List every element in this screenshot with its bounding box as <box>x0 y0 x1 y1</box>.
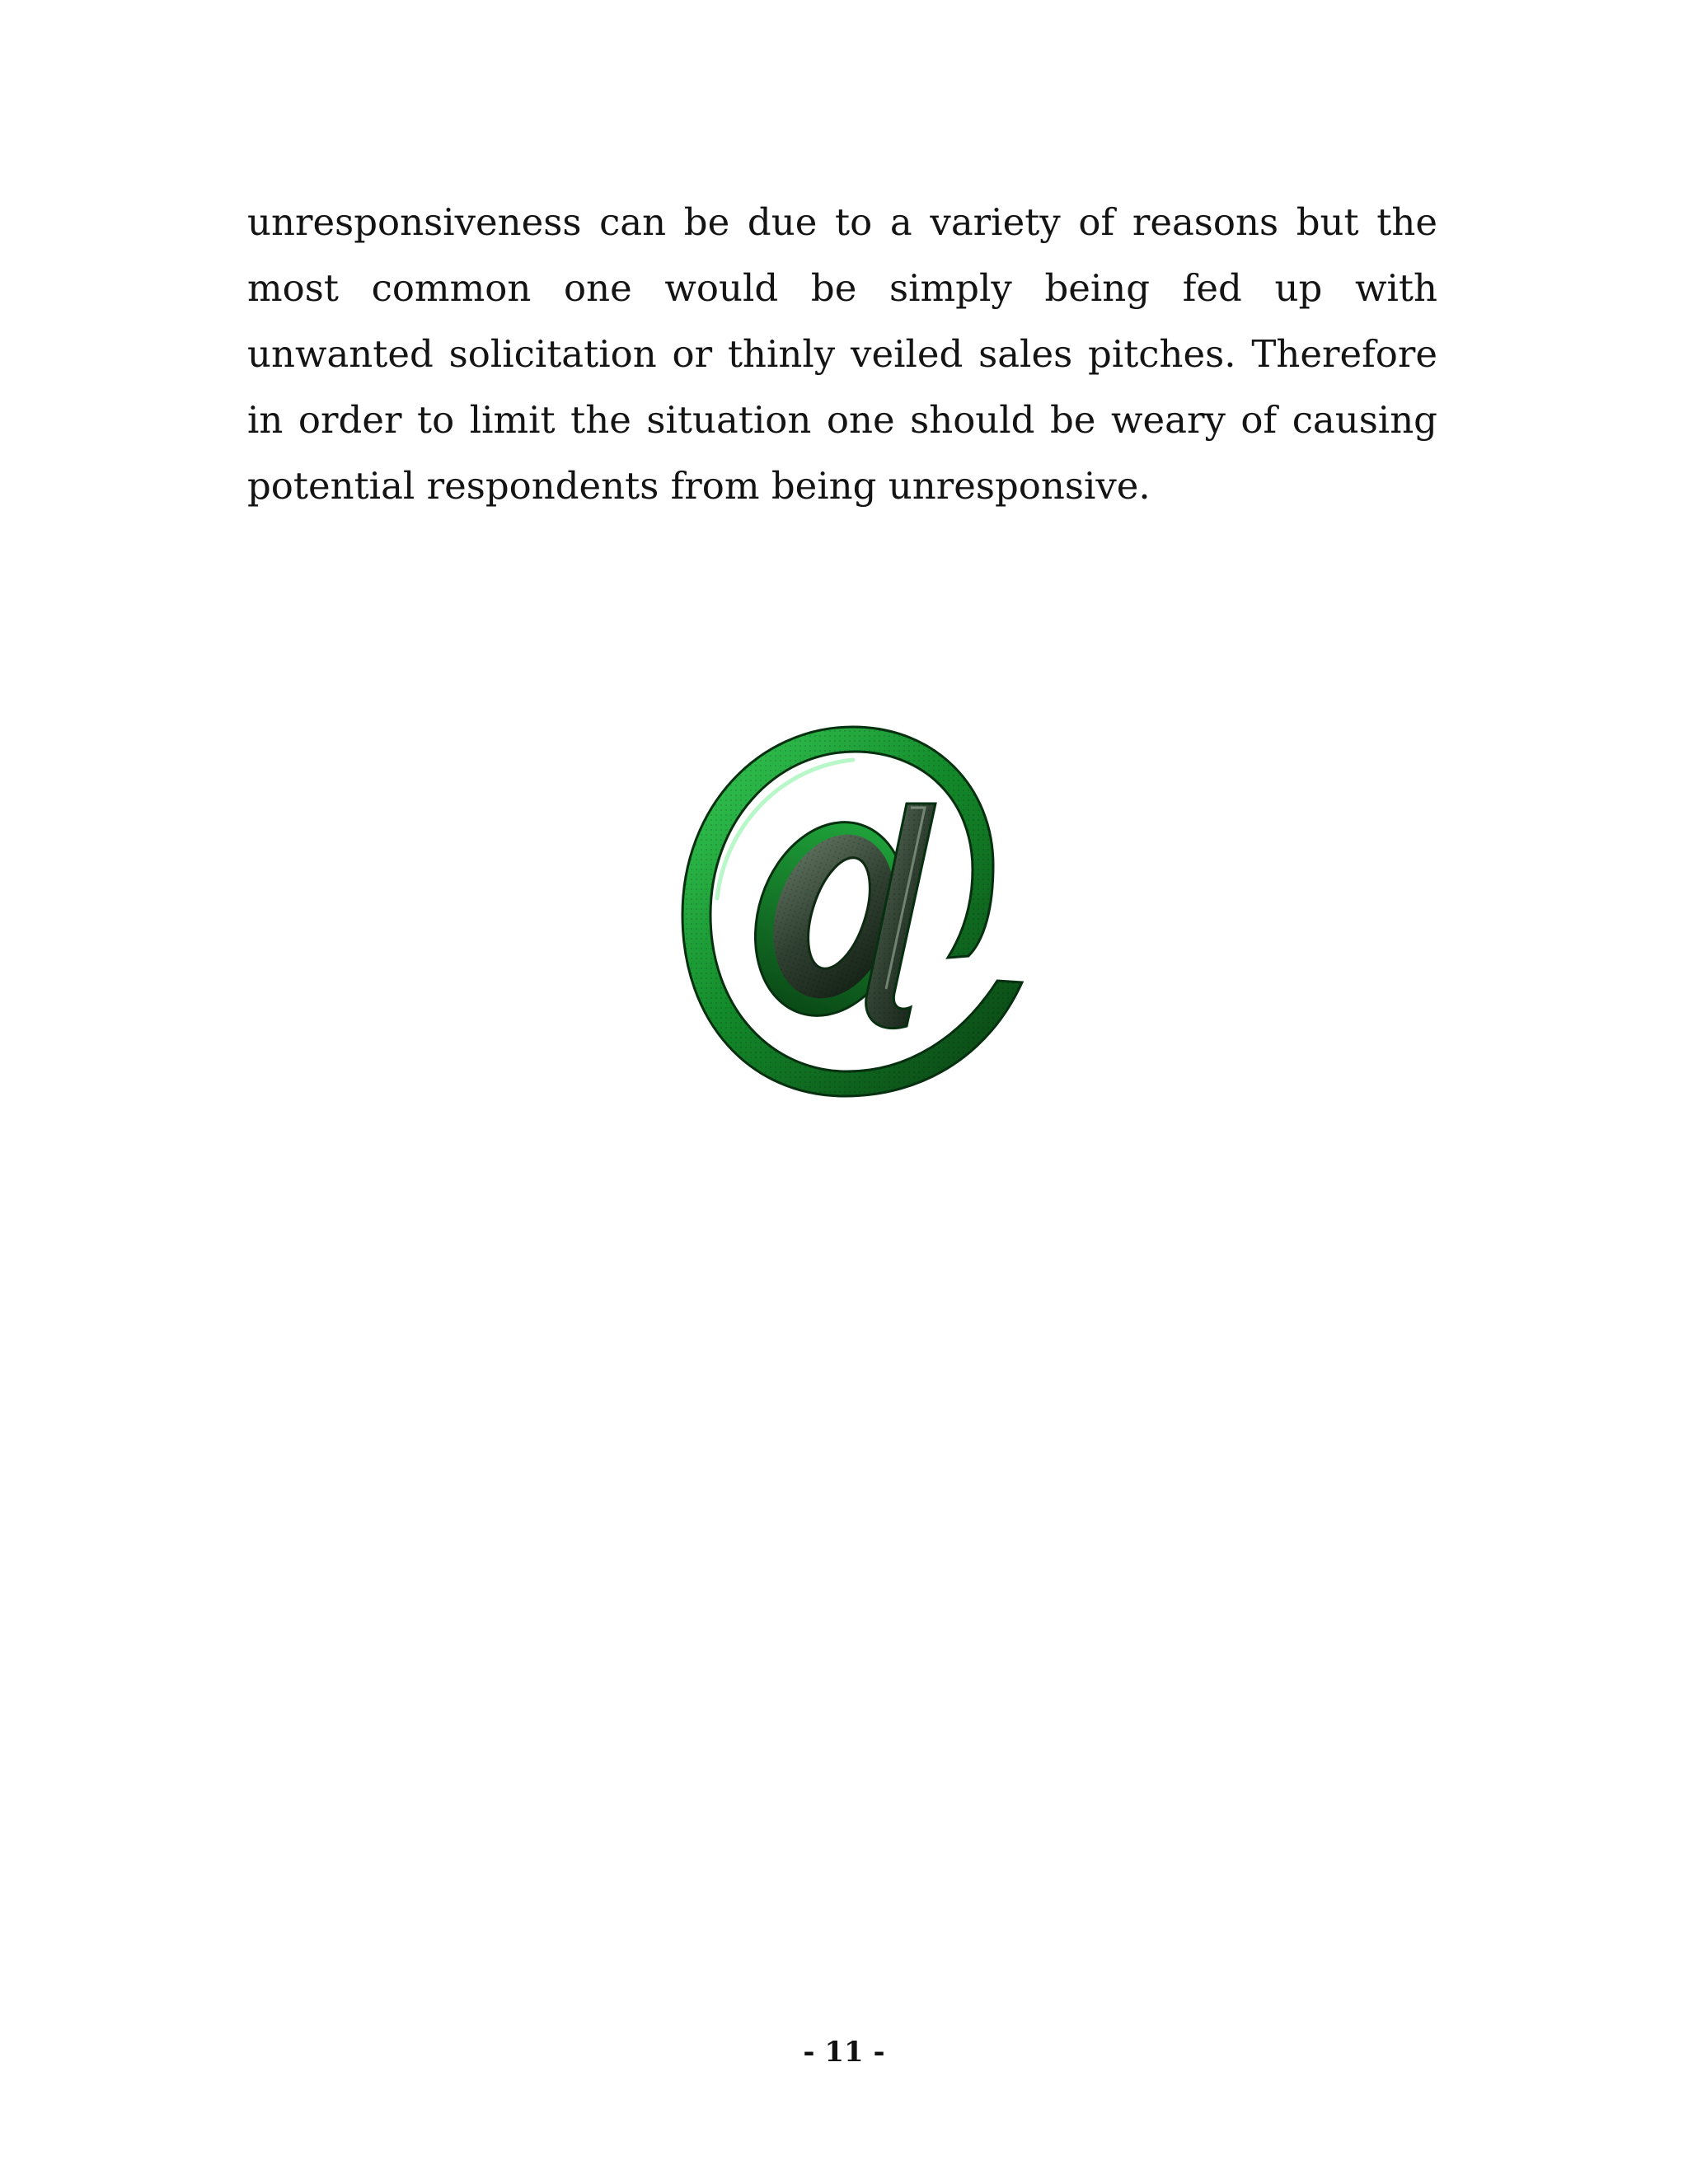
page-number: - 11 - <box>803 2036 885 2069</box>
at-sign-figure <box>659 709 1039 1113</box>
at-sign-icon <box>659 709 1039 1113</box>
body-paragraph: unresponsiveness can be due to a variety of reasons but the most common one would be simply being fed up with unwanted solicitation or thinly veiled sales pitches. Therefore in order to limit the situation one should be weary of causing potential respondents from being unresponsive. <box>247 200 1437 508</box>
